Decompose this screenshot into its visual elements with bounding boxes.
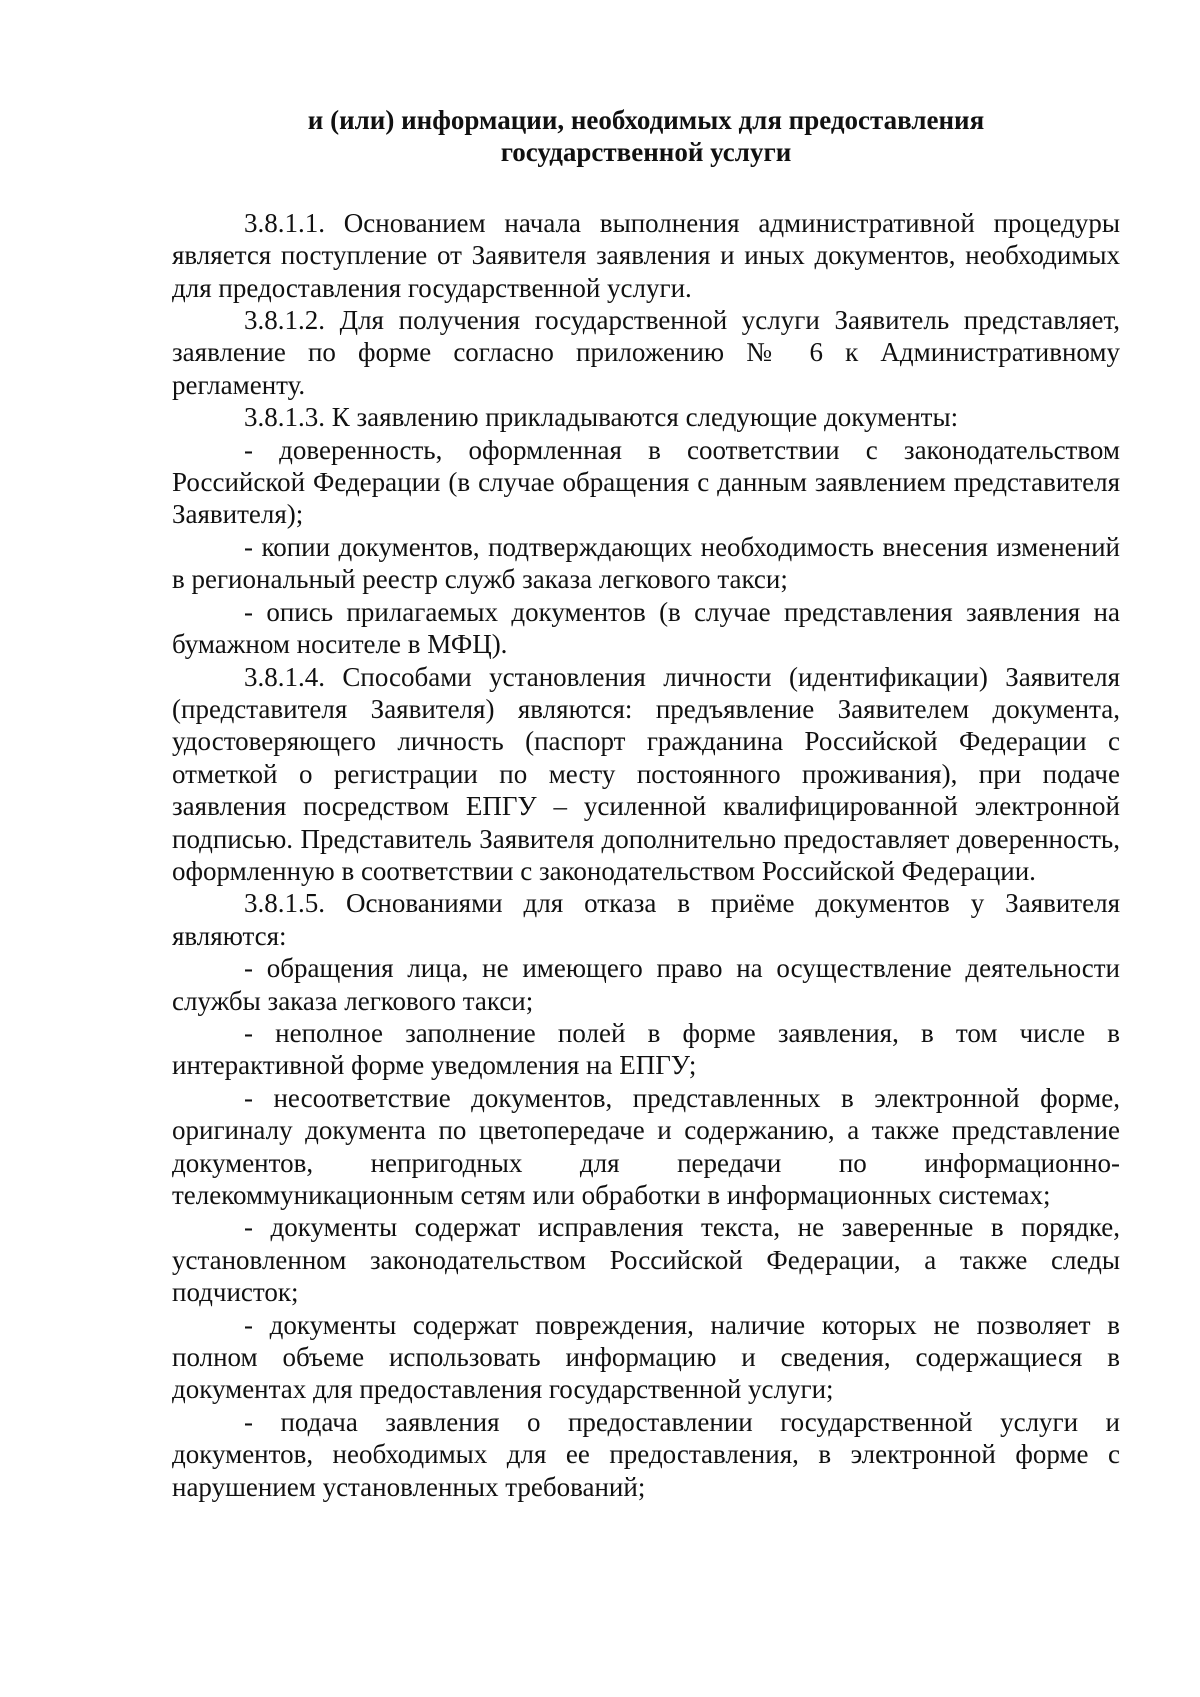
paragraph-3-8-1-1: 3.8.1.1. Основанием начала выполнения административной процедуры является поступление от Заявителя заявления и иных документов, необходимых для предоставления государственной услуги. [172,207,1120,303]
paragraph-3-8-1-5: 3.8.1.5. Основаниями для отказа в приёме документов у Заявителя являются: [172,888,1120,951]
section-heading [172,104,1120,169]
refusal-reason-electronic-violation: - подача заявления о предоставлении государственной услуги и документов, необходимых для ее предоставления, в электронной форме с нарушением установленных требований; [172,1406,1120,1502]
refusal-reason-no-right: - обращения лица, не имеющего право на осуществление деятельности службы заказа легкового такси; [172,953,1120,1016]
paragraph-3-8-1-2: 3.8.1.2. Для получения государственной услуги Заявитель представляет, заявление по форме согласно приложению № 6 к Административному регламенту. [172,305,1120,400]
refusal-reason-incomplete-form: - неполное заполнение полей в форме заявления, в том числе в интерактивной форме уведомления на ЕПГУ; [172,1017,1120,1081]
list-item-inventory: - опись прилагаемых документов (в случае представления заявления на бумажном носителе в МФЦ). [172,596,1120,660]
list-item-document-copies: - копии документов, подтверждающих необходимость внесения изменений в региональный реестр служб заказа легкового такси; [172,531,1120,595]
heading-line-2: государственной услуги [500,137,792,168]
refusal-reason-corrections: - документы содержат исправления текста, не заверенные в порядке, установленном законодательством Российской Федерации, а также следы подчисток; [172,1212,1120,1308]
paragraph-3-8-1-4: 3.8.1.4. Способами установления личности (идентификации) Заявителя (представителя Заявителя) являются: предъявление Заявителем документа, удостоверяющего личность (паспорт гражданина Российской Федерации с отметкой о регистрации по месту постоянного проживания), при подаче заявления посредством ЕПГУ – усиленной квалифицированной электронной подписью. Представитель Заявителя дополнительно предоставляет доверенность, оформленную в соответствии с законодательством Российской Федерации. [172,661,1120,886]
refusal-reason-mismatch: - несоответствие документов, представленных в электронной форме, оригиналу документа по цветопередаче и содержанию, а также представление документов, непригодных для передачи по информационно-телекоммуникационным сетям или обработки в информационных системах; [172,1082,1120,1210]
paragraph-3-8-1-3: 3.8.1.3. К заявлению прикладываются следующие документы: [244,402,959,433]
refusal-reason-damage: - документы содержат повреждения, наличие которых не позволяет в полном объеме использовать информацию и сведения, содержащиеся в документах для предоставления государственной услуги; [172,1309,1120,1405]
heading-line-1: и (или) информации, необходимых для предоставления [307,105,985,135]
list-item-power-of-attorney: - доверенность, оформленная в соответствии с законодательством Российской Федерации (в случае обращения с данным заявлением представителя Заявителя); [172,434,1120,530]
document-page [172,104,1120,1503]
